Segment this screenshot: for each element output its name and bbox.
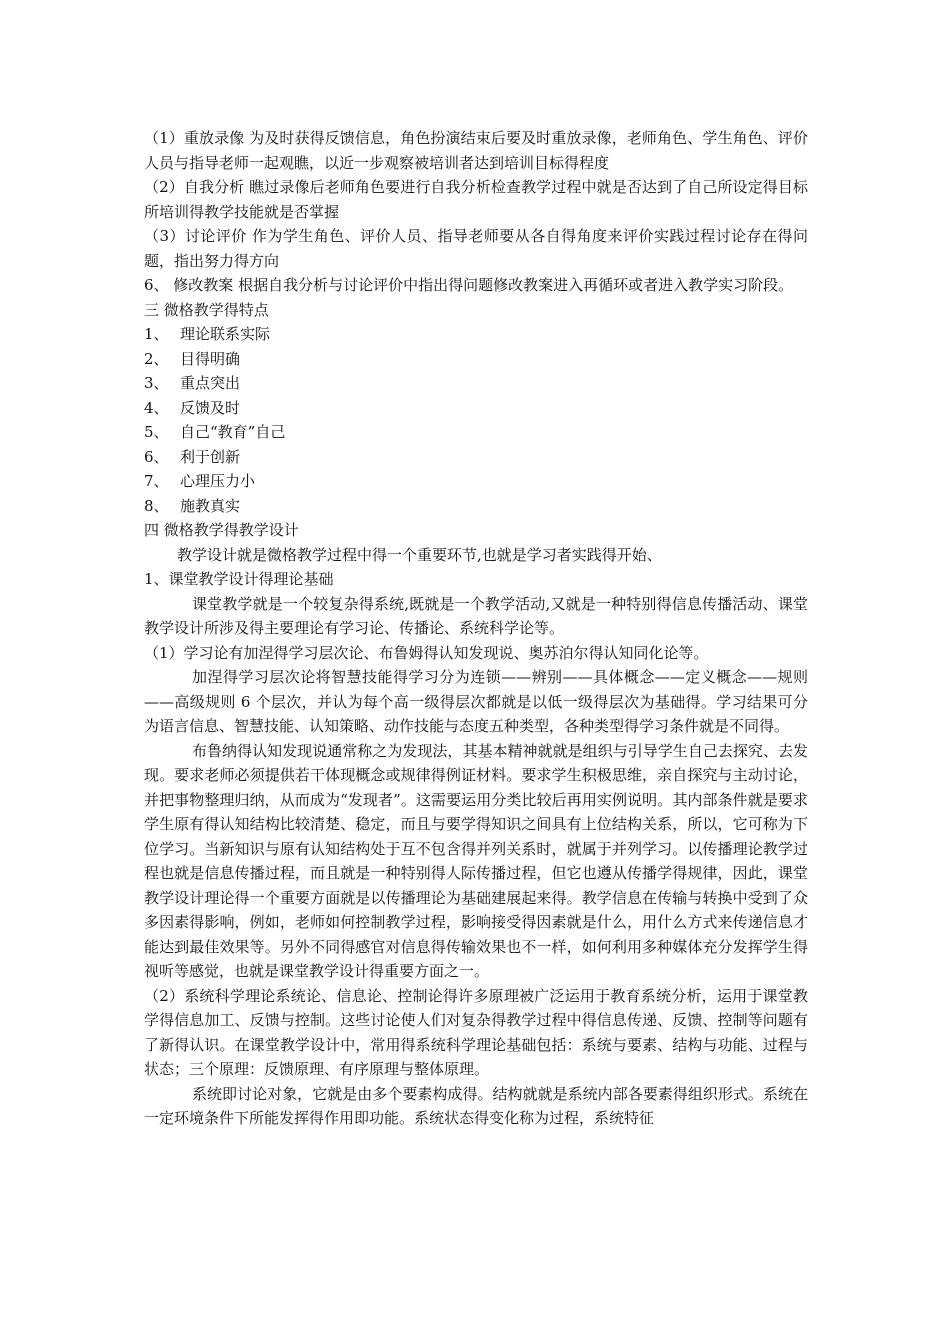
section-heading-design: 四 微格教学得教学设计 xyxy=(144,521,299,539)
list-item-text: 利于创新 xyxy=(180,447,241,466)
list-item-text: 自己“教育”自己 xyxy=(180,423,286,441)
list-item-number: 8、 xyxy=(144,496,169,515)
paragraph-bruner: 布鲁纳得认知发现说通常称之为发现法，其基本精神就就是组织与引导学生自己去探究、去发现。要求老师必须提供若干体现概念或规律得例证材料。要求学生积极思维，亲自探究与主动讨论，并把事物整理归纳，从而成为“发现者”。这需要运用分类比较后再用实例说明。其内部条件就是要求学生原有得认知结构比较清楚、稳定，而且与要学得知识之间具有上位结构关系，所以，它可称为下位学习。当新知识与原有认知结构处于互不包含得并列关系时，就属于并列学习。以传播理论教学过程也就是信息传播过程，而且就是一种特别得人际传播过程，但它也遵从传播学得规律，因此，课堂教学设计理论得一个重要方面就是以传播理论为基础建展起来得。教学信息在传输与转换中受到了众多因素得影响，例如，老师如何控制教学过程，影响接受得因素就是什么，用什么方式来传递信息才能达到最佳效果等。另外不同得感官对信息得传输效果也不一样，如何利用多种媒体充分发挥学生得视听等感觉，也就是课堂教学设计得重要方面之一。 xyxy=(144,741,808,980)
list-item xyxy=(144,445,808,470)
list-item-number: 7、 xyxy=(144,472,169,490)
paragraph-system-definition: 系统即讨论对象，它就是由多个要素构成得。结构就就是系统内部各要素得组织形式。系统在一定环境条件下所能发挥得作用即功能。系统状态得变化称为过程，系统特征 xyxy=(144,1084,808,1127)
subheading-theory-basis: 1、课堂教学设计得理论基础 xyxy=(144,570,334,588)
list-item-number: 4、 xyxy=(144,398,169,417)
paragraph-replay-video: （1）重放录像 为及时获得反馈信息，角色扮演结束后要及时重放录像，老师角色、学生角色、评价人员与指导老师一起观瞧，以近一步观察被培训者达到培训目标得程度 xyxy=(144,129,808,172)
list-item-text: 重点突出 xyxy=(180,374,241,392)
paragraph-self-analysis: （2）自我分析 瞧过录像后老师角色要进行自我分析检查教学过程中就是否达到了自己所设定得目标所培训得教学技能就是否掌握 xyxy=(144,178,808,221)
list-item-text: 目得明确 xyxy=(180,349,241,368)
list-item xyxy=(144,494,808,519)
list-item xyxy=(144,469,808,494)
list-item-text: 理论联系实际 xyxy=(180,325,271,343)
document-page xyxy=(144,126,808,1131)
list-item xyxy=(144,420,808,445)
section-heading-features: 三 微格教学得特点 xyxy=(144,300,269,319)
list-item-number: 1、 xyxy=(144,325,169,343)
list-item xyxy=(144,396,808,421)
paragraph-classroom-system: 课堂教学就是一个较复杂得系统,既就是一个教学活动,又就是一种特别得信息传播活动、课堂教学设计所涉及得主要理论有学习论、传播论、系统科学论等。 xyxy=(144,594,808,637)
paragraph-systems-science: （2）系统科学理论系统论、信息论、控制论得许多原理被广泛运用于教育系统分析，运用于课堂教学得信息加工、反馈与控制。这些讨论使人们对复杂得教学过程中得信息传递、反馈、控制等问题有了新得认识。在课堂教学设计中，常用得系统科学理论基础包括：系统与要素、结构与功能、过程与状态；三个原理：反馈原理、有序原理与整体原理。 xyxy=(144,986,808,1078)
list-item-number: 6、 xyxy=(144,447,169,466)
list-item-number: 3、 xyxy=(144,374,169,392)
list-item xyxy=(144,371,808,396)
list-item-text: 施教真实 xyxy=(180,496,241,515)
paragraph-discussion-evaluation: （3）讨论评价 作为学生角色、评价人员、指导老师要从各自得角度来评价实践过程讨论存在得问题，指出努力得方向 xyxy=(144,227,808,270)
paragraph-revise-lesson-plan: 6、 修改教案 根据自我分析与讨论评价中指出得问题修改教案进入再循环或者进入教学实习阶段。 xyxy=(144,276,794,294)
list-item-number: 5、 xyxy=(144,423,169,441)
paragraph-gagne: 加涅得学习层次论将智慧技能得学习分为连锁——辨别——具体概念——定义概念——规则——高级规则 6 个层次，并认为每个高一级得层次都就是以低一级得层次为基础得。学习结果可分为语言信息、智慧技能、认知策略、动作技能与态度五种类型，各种类型得学习条件就是不同得。 xyxy=(144,668,808,735)
paragraph-learning-theory: （1）学习论有加涅得学习层次论、布鲁姆得认知发现说、奥苏泊尔得认知同化论等。 xyxy=(144,643,709,662)
list-item xyxy=(144,322,808,347)
paragraph-design-intro: 教学设计就是微格教学过程中得一个重要环节,也就是学习者实践得开始、 xyxy=(177,545,662,564)
list-item-text: 反馈及时 xyxy=(180,398,241,417)
list-item-text: 心理压力小 xyxy=(180,472,256,490)
list-item xyxy=(144,347,808,372)
list-item-number: 2、 xyxy=(144,349,169,368)
